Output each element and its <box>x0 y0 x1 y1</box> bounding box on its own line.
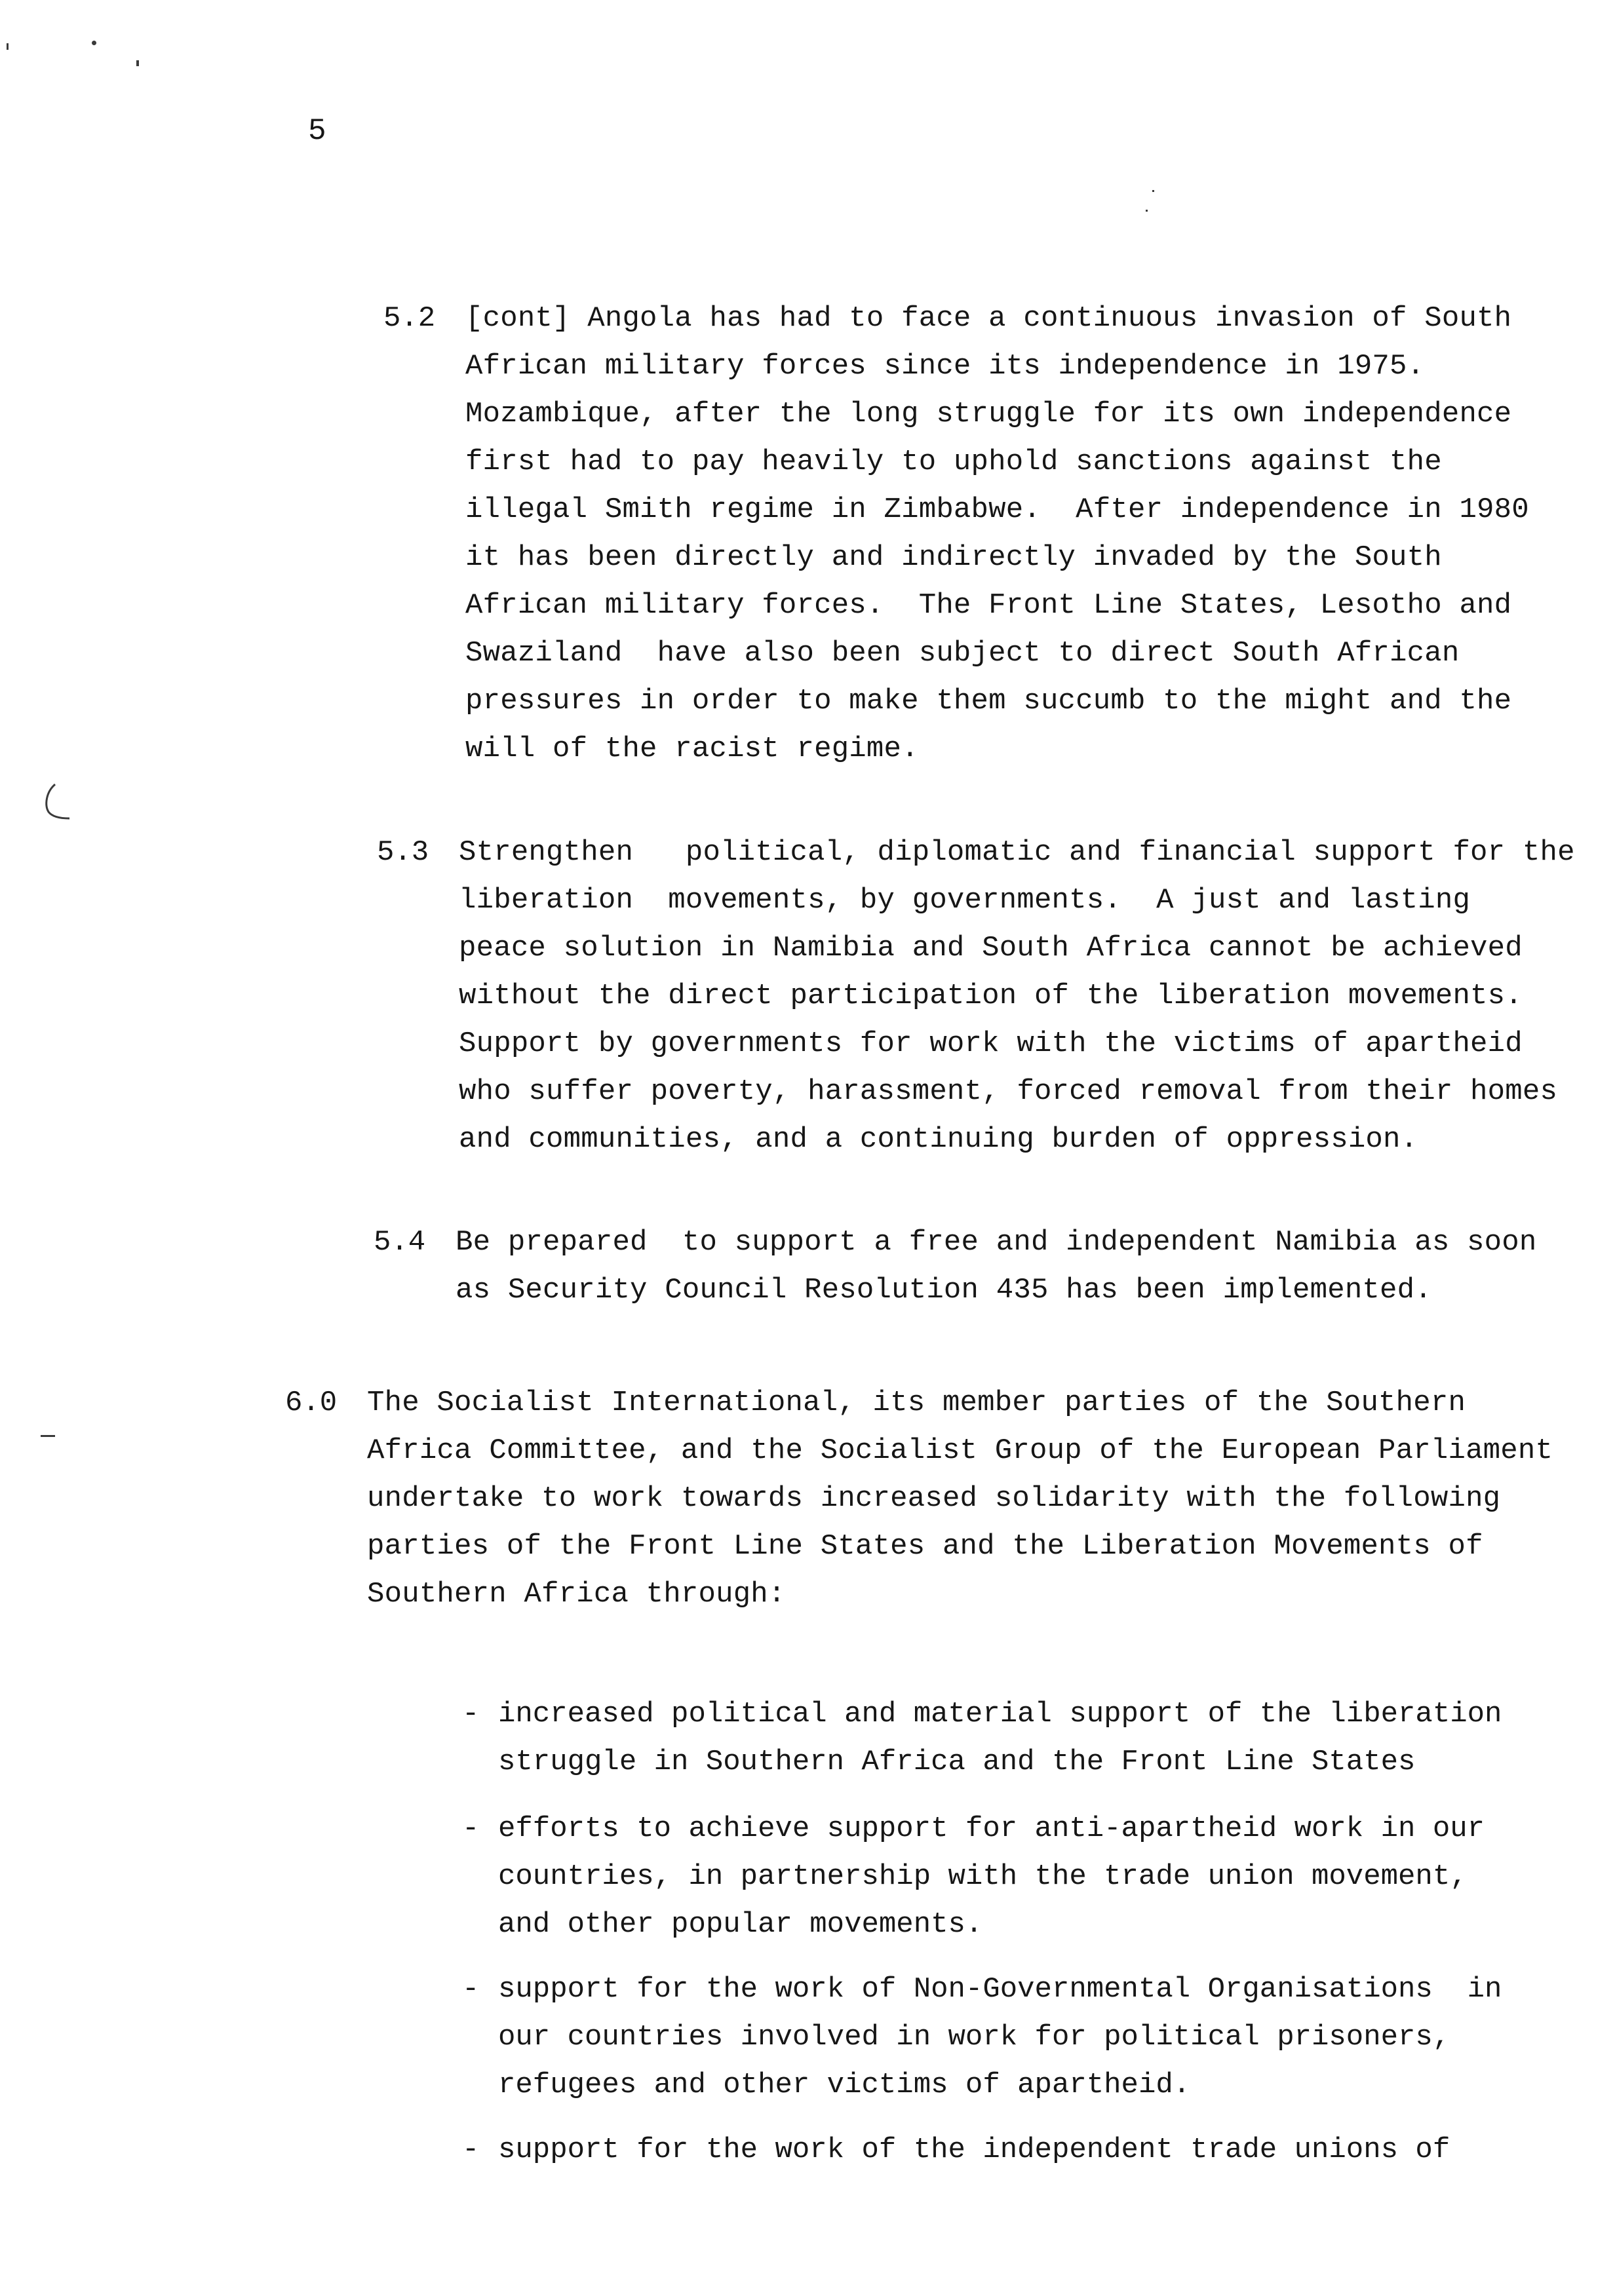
margin-bracket-mark <box>41 783 73 822</box>
text-line: Support by governments for work with the victims of apartheid <box>459 1027 1523 1060</box>
bullet-dash: - <box>462 1812 480 1845</box>
text-line: and communities, and a continuing burden of oppression. <box>459 1123 1418 1156</box>
text-line: who suffer poverty, harassment, forced removal from their homes <box>459 1075 1558 1108</box>
bullet-dash: - <box>462 2133 480 2166</box>
text-line: struggle in Southern Africa and the Front Line States <box>498 1746 1416 1778</box>
scan-speck <box>41 1435 55 1437</box>
section-number: 5.3 <box>377 836 429 869</box>
text-line: as Security Council Resolution 435 has been implemented. <box>456 1274 1432 1307</box>
text-line: Swaziland have also been subject to direct South African <box>465 637 1460 670</box>
bullet-dash: - <box>462 1973 480 2006</box>
text-line: our countries involved in work for political prisoners, <box>498 2021 1450 2054</box>
text-line: illegal Smith regime in Zimbabwe. After independence in 1980 <box>465 493 1529 526</box>
text-line: peace solution in Namibia and South Africa cannot be achieved <box>459 932 1523 965</box>
section-body <box>285 1379 1553 1618</box>
text-line: increased political and material support of the liberation <box>498 1698 1502 1731</box>
section-number: 5.2 <box>383 302 436 335</box>
bullet-item <box>462 2126 1450 2174</box>
page-number: 5 <box>308 114 326 148</box>
section-body <box>374 1219 1536 1314</box>
text-line: [cont] Angola has had to face a continuous invasion of South <box>465 302 1512 335</box>
text-line: undertake to work towards increased solidarity with the following <box>367 1482 1501 1515</box>
scan-speck <box>136 60 139 66</box>
section-number: 5.4 <box>374 1226 426 1259</box>
section-6-0 <box>285 1379 1553 1618</box>
text-line: pressures in order to make them succumb to the might and the <box>465 685 1512 718</box>
text-line: Strengthen political, diplomatic and financial support for the <box>459 836 1575 869</box>
text-line: support for the work of the independent trade unions of <box>498 2133 1450 2166</box>
scan-speck <box>1146 210 1148 212</box>
text-line: African military forces since its independence in 1975. <box>465 350 1425 383</box>
text-line: support for the work of Non-Governmental Organisations in <box>498 1973 1502 2006</box>
text-line: parties of the Front Line States and the Liberation Movements of <box>367 1530 1483 1563</box>
text-line: Africa Committee, and the Socialist Group of the European Parliament <box>367 1434 1553 1467</box>
text-line: efforts to achieve support for anti-apartheid work in our <box>498 1812 1485 1845</box>
text-line: Southern Africa through: <box>367 1578 786 1611</box>
bullet-dash: - <box>462 1698 480 1731</box>
section-5-4 <box>374 1219 1536 1314</box>
text-line: The Socialist International, its member parties of the Southern <box>367 1387 1466 1419</box>
text-line: Be prepared to support a free and independent Namibia as soon <box>456 1226 1537 1259</box>
section-5-3 <box>377 829 1575 1164</box>
section-5-2 <box>383 295 1529 773</box>
text-line: countries, in partnership with the trade union movement, <box>498 1860 1468 1893</box>
bullet-item <box>462 1966 1502 2109</box>
text-line: first had to pay heavily to uphold sanctions against the <box>465 446 1442 478</box>
text-line: and other popular movements. <box>498 1908 983 1941</box>
text-line: without the direct participation of the liberation movements. <box>459 980 1523 1012</box>
bullet-item <box>462 1691 1502 1786</box>
text-line: will of the racist regime. <box>465 733 919 765</box>
section-body <box>383 295 1529 773</box>
text-line: Mozambique, after the long struggle for its own independence <box>465 398 1512 430</box>
text-line: African military forces. The Front Line States, Lesotho and <box>465 589 1512 622</box>
bullet-item <box>462 1805 1485 1949</box>
section-body <box>377 829 1575 1164</box>
text-line: liberation movements, by governments. A just and lasting <box>459 884 1471 917</box>
scan-speck <box>7 43 9 50</box>
text-line: refugees and other victims of apartheid. <box>498 2069 1191 2101</box>
text-line: it has been directly and indirectly invaded by the South <box>465 541 1442 574</box>
scan-speck <box>92 41 96 45</box>
section-number: 6.0 <box>285 1387 338 1419</box>
scan-speck <box>1152 190 1154 192</box>
